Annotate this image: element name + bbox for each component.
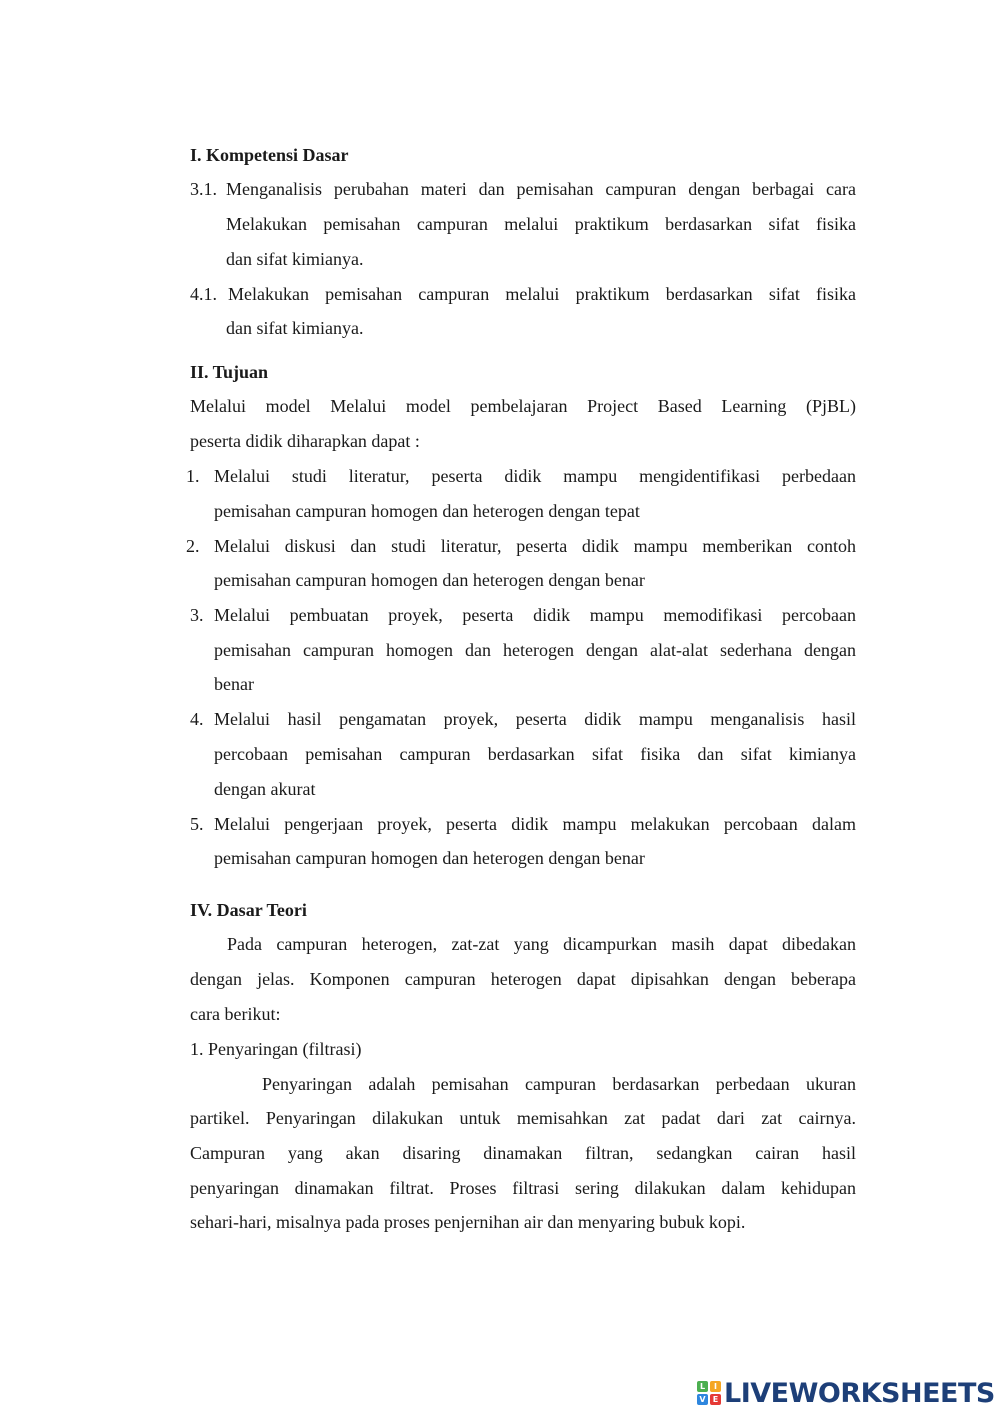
subheading-penyaringan: 1. Penyaringan (filtrasi) xyxy=(190,1039,362,1059)
list-item: pemisahan campuran homogen dan heterogen dengan benar xyxy=(214,848,645,868)
list-number: 3. xyxy=(190,605,204,625)
logo-tiles-icon xyxy=(697,1381,721,1405)
list-item: pemisahan campuran homogen dan heterogen dengan alat-alat sederhana dengan xyxy=(214,640,856,660)
tujuan-intro: Melalui model Melalui model pembelajaran Project Based Learning (PjBL) xyxy=(190,396,856,416)
list-item: Melalui pembuatan proyek, peserta didik mampu memodifikasi percobaan xyxy=(214,605,856,625)
paragraph-line: Pada campuran heterogen, zat-zat yang dicampurkan masih dapat dibedakan xyxy=(227,934,856,954)
paragraph-line: dengan jelas. Komponen campuran heterogen dapat dipisahkan dengan beberapa xyxy=(190,969,856,989)
heading-kompetensi-dasar: I. Kompetensi Dasar xyxy=(190,145,349,165)
list-item: pemisahan campuran homogen dan heterogen dengan tepat xyxy=(214,501,640,521)
list-item: dengan akurat xyxy=(214,779,316,799)
tujuan-intro: peserta didik diharapkan dapat : xyxy=(190,431,420,451)
kd-text: dan sifat kimianya. xyxy=(226,249,364,269)
logo-tile: E xyxy=(710,1394,721,1405)
list-number: 4. xyxy=(190,709,204,729)
liveworksheets-logo xyxy=(697,1379,995,1407)
list-item: pemisahan campuran homogen dan heterogen dengan benar xyxy=(214,570,645,590)
list-number: 1. xyxy=(186,466,200,486)
list-number: 2. xyxy=(186,536,200,556)
list-item: Melalui hasil pengamatan proyek, peserta didik mampu menganalisis hasil xyxy=(214,709,856,729)
list-item: Melalui studi literatur, peserta didik mampu mengidentifikasi perbedaan xyxy=(214,466,856,486)
kd-text: dan sifat kimianya. xyxy=(226,318,364,338)
paragraph-line: Campuran yang akan disaring dinamakan filtran, sedangkan cairan hasil xyxy=(190,1143,856,1163)
heading-dasar-teori: IV. Dasar Teori xyxy=(190,900,307,920)
list-item: Melalui pengerjaan proyek, peserta didik mampu melakukan percobaan dalam xyxy=(214,814,856,834)
kd-text: Melakukan pemisahan campuran melalui praktikum berdasarkan sifat fisika xyxy=(226,214,856,234)
kd-text: Melakukan pemisahan campuran melalui praktikum berdasarkan sifat fisika xyxy=(228,284,856,304)
list-item: percobaan pemisahan campuran berdasarkan sifat fisika dan sifat kimianya xyxy=(214,744,856,764)
logo-tile: V xyxy=(697,1394,708,1405)
list-number: 5. xyxy=(190,814,204,834)
kd-text: Menganalisis perubahan materi dan pemisahan campuran dengan berbagai cara xyxy=(226,179,856,199)
kd-number: 4.1. xyxy=(190,284,217,304)
paragraph-line: Penyaringan adalah pemisahan campuran berdasarkan perbedaan ukuran xyxy=(262,1074,856,1094)
paragraph-line: sehari-hari, misalnya pada proses penjernihan air dan menyaring bubuk kopi. xyxy=(190,1212,746,1232)
logo-tile: I xyxy=(710,1381,721,1392)
kd-number: 3.1. xyxy=(190,179,217,199)
logo-tile: L xyxy=(697,1381,708,1392)
heading-tujuan: II. Tujuan xyxy=(190,362,269,382)
paragraph-line: cara berikut: xyxy=(190,1004,281,1024)
paragraph-line: penyaringan dinamakan filtrat. Proses filtrasi sering dilakukan dalam kehidupan xyxy=(190,1178,856,1198)
logo-text: LIVEWORKSHEETS xyxy=(724,1377,995,1409)
list-item: Melalui diskusi dan studi literatur, peserta didik mampu memberikan contoh xyxy=(214,536,856,556)
list-item: benar xyxy=(214,674,254,694)
paragraph-line: partikel. Penyaringan dilakukan untuk memisahkan zat padat dari zat cairnya. xyxy=(190,1108,856,1128)
